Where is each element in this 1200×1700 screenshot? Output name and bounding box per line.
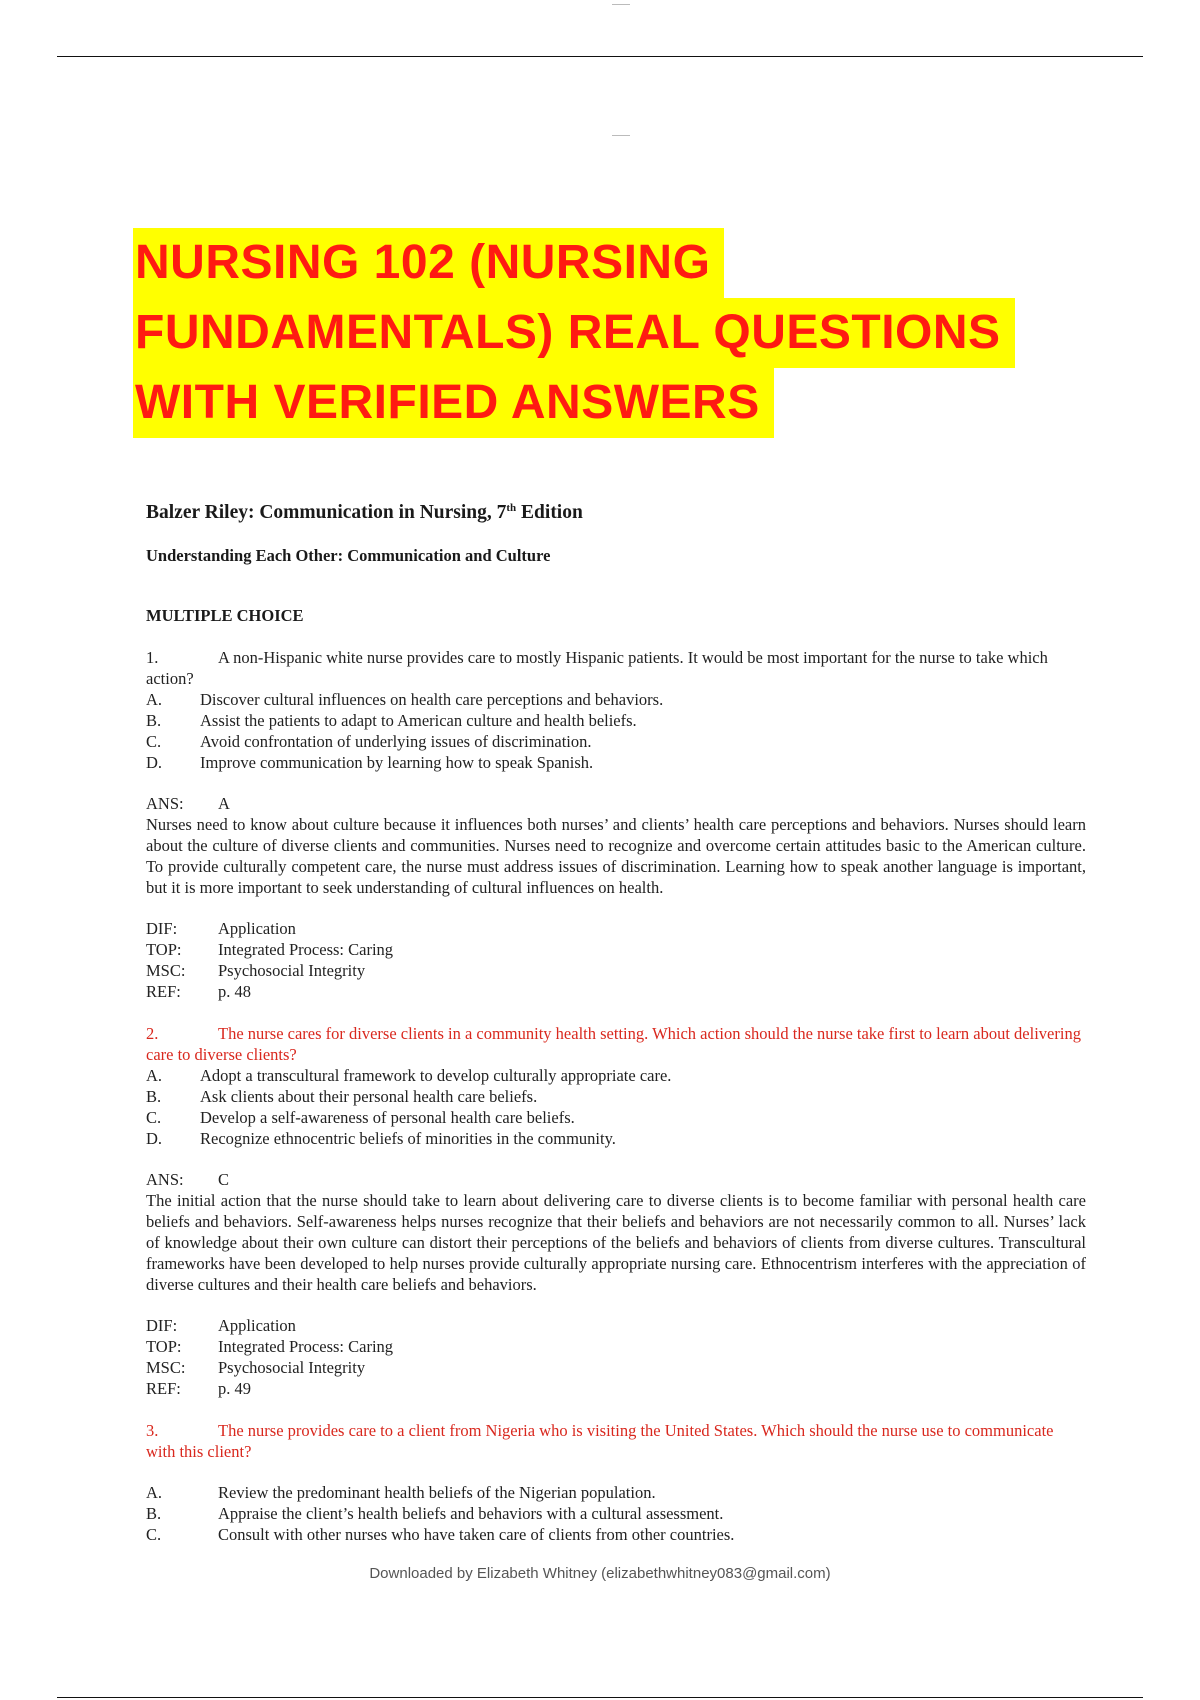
option-text: Appraise the client’s health beliefs and behaviors with a cultural assessment. <box>218 1504 724 1523</box>
answer-option <box>146 752 1086 773</box>
answer-label: ANS: <box>146 1170 184 1189</box>
answer-option <box>146 710 1086 731</box>
blank-line <box>146 1462 1086 1482</box>
book-title-edition: Edition <box>516 502 583 523</box>
meta-key: MSC: <box>146 961 186 980</box>
book-title <box>146 500 1086 526</box>
question-3 <box>146 1420 1086 1545</box>
question-2 <box>146 1023 1086 1399</box>
meta-value: p. 49 <box>218 1379 251 1398</box>
top-rule <box>57 56 1143 57</box>
question-text: The nurse cares for diverse clients in a community health setting. Which action should the nurse take first to learn about delivering care to diverse clients? <box>146 1024 1081 1064</box>
answer-option <box>146 1524 1086 1545</box>
meta-row <box>146 1315 1086 1336</box>
bottom-rule <box>57 1697 1143 1698</box>
question-number: 3. <box>146 1421 159 1440</box>
option-text: Review the predominant health beliefs of the Nigerian population. <box>218 1483 656 1502</box>
download-footer: Downloaded by Elizabeth Whitney (elizabethwhitney083@gmail.com) <box>369 1565 831 1582</box>
option-text: Recognize ethnocentric beliefs of minorities in the community. <box>200 1129 616 1148</box>
rationale: Nurses need to know about culture because it influences both nurses’ and clients’ health care perceptions and behaviors. Nurses should learn about the culture of diverse clients and communities. Nurses need to recognize and overcome certain attitudes basic to the American culture. To provide culturally competent care, the nurse must address issues of discrimination. Learning how to speak another language is important, but it is more important to seek understanding of cultural influences on health. <box>146 815 1086 897</box>
option-letter: A. <box>146 1483 163 1502</box>
title-line: NURSING 102 (NURSING <box>133 228 724 298</box>
option-letter: A. <box>146 1066 163 1085</box>
meta-row <box>146 939 1086 960</box>
option-letter: B. <box>146 1087 162 1106</box>
question-metadata <box>146 1315 1086 1399</box>
answer-label: ANS: <box>146 794 184 813</box>
book-title-superscript: th <box>506 502 517 514</box>
answer-option <box>146 1503 1086 1524</box>
option-text: Develop a self-awareness of personal health care beliefs. <box>200 1108 575 1127</box>
meta-row <box>146 918 1086 939</box>
header-mark <box>612 4 630 5</box>
option-letter: A. <box>146 690 163 709</box>
answer-option <box>146 1482 1086 1503</box>
document-title <box>135 228 1015 438</box>
question-text: The nurse provides care to a client from Nigeria who is visiting the United States. Which should the nurse use to communicate with this client? <box>146 1421 1054 1461</box>
chapter-title: Understanding Each Other: Communication and Culture <box>146 546 551 565</box>
option-text: Consult with other nurses who have taken care of clients from other countries. <box>218 1525 735 1544</box>
meta-key: REF: <box>146 982 181 1001</box>
option-text: Adopt a transcultural framework to develop culturally appropriate care. <box>200 1066 672 1085</box>
section-label: MULTIPLE CHOICE <box>146 606 304 625</box>
book-title-text: Balzer Riley: Communication in Nursing, 7 <box>146 502 507 523</box>
title-line: FUNDAMENTALS) REAL QUESTIONS <box>133 298 1015 368</box>
option-text: Improve communication by learning how to speak Spanish. <box>200 753 594 772</box>
meta-value: Application <box>218 1316 296 1335</box>
answer-key <box>146 793 1086 814</box>
meta-row <box>146 1336 1086 1357</box>
meta-key: REF: <box>146 1379 181 1398</box>
option-letter: C. <box>146 1108 162 1127</box>
option-text: Discover cultural influences on health care perceptions and behaviors. <box>200 690 664 709</box>
option-letter: C. <box>146 732 162 751</box>
meta-row <box>146 1378 1086 1399</box>
question-metadata <box>146 918 1086 1002</box>
option-text: Avoid confrontation of underlying issues of discrimination. <box>200 732 592 751</box>
question-text: A non-Hispanic white nurse provides care to mostly Hispanic patients. It would be most important for the nurse to take which action? <box>146 648 1048 688</box>
meta-row <box>146 960 1086 981</box>
answer-key <box>146 1169 1086 1190</box>
option-letter: D. <box>146 753 163 772</box>
meta-key: DIF: <box>146 919 178 938</box>
title-line: WITH VERIFIED ANSWERS <box>133 368 774 438</box>
answer-option <box>146 1065 1086 1086</box>
option-letter: B. <box>146 1504 162 1523</box>
answer-option <box>146 689 1086 710</box>
answer-value: C <box>218 1170 230 1189</box>
meta-row <box>146 1357 1086 1378</box>
meta-key: TOP: <box>146 1337 182 1356</box>
option-text: Assist the patients to adapt to American culture and health beliefs. <box>200 711 637 730</box>
meta-row <box>146 981 1086 1002</box>
question-stem <box>146 1023 1086 1065</box>
question-stem <box>146 647 1086 689</box>
document-content <box>146 500 1086 1545</box>
meta-value: Application <box>218 919 296 938</box>
option-letter: D. <box>146 1129 163 1148</box>
question-number: 2. <box>146 1024 159 1043</box>
rationale: The initial action that the nurse should take to learn about delivering care to diverse clients is to become familiar with personal health care beliefs and behaviors. Self-awareness helps nurses recognize that their beliefs and behaviors are not necessarily common to all. Nurses’ lack of knowledge about their own culture can distort their perceptions of the beliefs and behaviors of clients from diverse cultures. Transcultural frameworks have been developed to help nurses provide culturally appropriate nursing care. Ethnocentrism interferes with the appreciation of diverse cultures and their health care beliefs and behaviors. <box>146 1191 1086 1294</box>
answer-option <box>146 1107 1086 1128</box>
meta-value: p. 48 <box>218 982 251 1001</box>
meta-value: Psychosocial Integrity <box>218 961 366 980</box>
question-number: 1. <box>146 648 159 667</box>
question-stem <box>146 1420 1086 1462</box>
meta-value: Integrated Process: Caring <box>218 940 394 959</box>
meta-value: Integrated Process: Caring <box>218 1337 394 1356</box>
question-1 <box>146 647 1086 1002</box>
meta-key: MSC: <box>146 1358 186 1377</box>
option-letter: C. <box>146 1525 162 1544</box>
answer-option <box>146 1086 1086 1107</box>
option-letter: B. <box>146 711 162 730</box>
header-mark-2 <box>612 135 630 136</box>
answer-option <box>146 731 1086 752</box>
option-text: Ask clients about their personal health care beliefs. <box>200 1087 538 1106</box>
answer-value: A <box>218 794 230 813</box>
answer-option <box>146 1128 1086 1149</box>
meta-key: DIF: <box>146 1316 178 1335</box>
meta-key: TOP: <box>146 940 182 959</box>
meta-value: Psychosocial Integrity <box>218 1358 366 1377</box>
